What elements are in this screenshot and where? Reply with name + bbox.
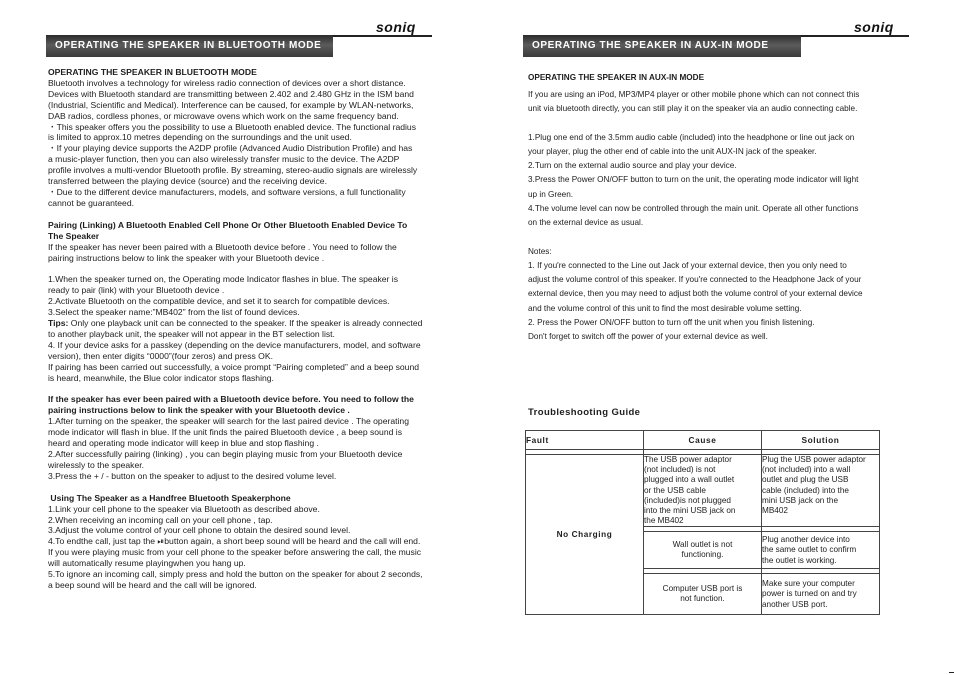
text-line: (Industrial, Scientific and Medical). Interference can be caused, for example by WLAN-networks, [48, 99, 414, 110]
cell-line: mini USB jack on the [762, 495, 838, 505]
column-header-solution: Solution [762, 431, 880, 450]
text-line: 1.After turning on the speaker, the speaker will search for the last paired device . The operating [48, 416, 409, 427]
cell-line: outlet and plug the USB [762, 475, 849, 485]
cell-line: into the mini USB jack on [644, 506, 736, 516]
text-line: is heard, meanwhile, the Blue color indicator stops flashing. [48, 372, 274, 383]
section-header-right: OPERATING THE SPEAKER IN AUX-IN MODE [523, 35, 801, 57]
cell-line: Wall outlet is not [672, 540, 733, 550]
tips-line [48, 318, 448, 329]
column-header-fault: Fault [526, 431, 644, 450]
cell-line: (not included) into a wall [762, 465, 851, 475]
text-line: 1.Plug one end of the 3.5mm audio cable (included) into the headphone or line out jack on [528, 132, 855, 142]
text-line: your player, plug the other end of cable into the unit AUX-IN jack of the speaker. [528, 146, 817, 156]
table-header-row [526, 431, 880, 450]
text-line: transferred between the playing device (source) and the receiving device. [48, 176, 327, 187]
text-line: unit via bluetooth directly, you can still play it on the speaker via an audio connecting cable. [528, 104, 858, 114]
text-line: cannot be guaranteed. [48, 197, 135, 208]
text-line: ・If your playing device supports the A2DP profile (Advanced Audio Distribution Profile) and has [48, 143, 413, 154]
cell-line: MB402 [762, 506, 788, 516]
text-line: up in Green. [528, 189, 574, 199]
cell-line: power is turned on and try [762, 589, 857, 599]
table-row [526, 455, 880, 527]
cell-line: functioning. [681, 550, 724, 560]
text-line: 3.Select the speaker name:”MB402” from the list of found devices. [48, 307, 300, 318]
text-line: a beep sound will be heard and the call will be ignored. [48, 579, 257, 590]
text-line: on the external device as usual. [528, 218, 644, 228]
cell-line: the outlet is working. [762, 555, 837, 565]
text-line: 2.Turn on the external audio source and play your device. [528, 161, 737, 171]
text-line: external device, then you may need to adjust both the volume control of your external device [528, 289, 863, 299]
text-line: 4.To endthe call, just tap the ⏯button again, a short beep sound will be heard and the call will end. [48, 536, 421, 547]
cell-line: The USB power adaptor [644, 455, 732, 464]
text-line: ・This speaker offers you the possibility to use a Bluetooth enabled device. The functional radius [48, 121, 416, 132]
text-line: heard and operating mode indicator will keep in blue and stop flashing . [48, 438, 319, 449]
text-line: a music-player function, then you can also wirelessly transfer music to the device. The A2DP [48, 154, 400, 165]
text-line: mode indicator will flash in blue. If the unit finds the paired Bluetooth device , a beep sound is [48, 427, 402, 438]
text-line: 4. If your device asks for a passkey (depending on the device manufacturers, model, and software [48, 339, 421, 350]
repair-title: If the speaker has ever been paired with a Bluetooth device before. You need to follow the [48, 394, 414, 405]
cause-cell [644, 574, 762, 615]
text-line: If you were playing music from your cell phone to the speaker before answering the call, the music [48, 547, 422, 558]
pairing-section [48, 220, 448, 384]
cause-cell [644, 532, 762, 569]
cell-line: Plug the USB power adaptor [762, 455, 866, 464]
solution-cell [762, 455, 880, 527]
text-line: version), then enter digits “0000”(four zeros) and press OK. [48, 350, 273, 361]
troubleshooting-title: Troubleshooting Guide [528, 407, 641, 418]
text-line: 3.Adjust the volume control of your cell phone to obtain the desired sound level. [48, 525, 351, 536]
aux-column [528, 73, 928, 345]
text-line: Devices with Bluetooth standard are transmitting between 2.402 and 2.480 GHz in the ISM band [48, 88, 414, 99]
cell-line: the same outlet to confirm [762, 545, 857, 555]
text-line: will automatically resume playingwhen you hang up. [48, 558, 246, 569]
solution-cell [762, 532, 880, 569]
text-line: Don't forget to switch off the power of your external device as well. [528, 332, 768, 342]
cell-line: not function. [680, 594, 725, 604]
cell-line: or the USB cable [644, 485, 706, 495]
text-line: DAB radios, cordless phones, or microwave ovens which work on the same frequency band. [48, 110, 399, 121]
repair-section [48, 394, 448, 481]
pairing-title: The Speaker [48, 230, 100, 241]
troubleshooting-table [525, 430, 880, 615]
text-line: If pairing has been carried out successfully, a voice prompt “Pairing completed” and a beep sound [48, 361, 420, 372]
text-line: is limited to approx.10 metres depending on the surroundings and the unit used. [48, 132, 352, 143]
cell-line: Plug another device into [762, 535, 850, 545]
text-line: 3.Press the + / - button on the speaker to adjust to the desired volume level. [48, 470, 337, 481]
text-line: 2.When receiving an incoming call on your cell phone , tap. [48, 514, 273, 525]
text-line: ready to pair (link) with your Bluetooth device . [48, 285, 225, 296]
cell-line: another USB port. [762, 599, 828, 609]
fault-cell: No Charging [526, 455, 644, 615]
notes-label: Notes: [528, 246, 552, 256]
bluetooth-title: OPERATING THE SPEAKER IN BLUETOOTH MODE [48, 67, 257, 77]
text-line: 2.Activate Bluetooth on the compatible device, and set it to search for compatible devices. [48, 296, 390, 307]
page-corner-mark [949, 672, 954, 673]
solution-cell [762, 574, 880, 615]
tips-label: Tips: [48, 318, 69, 329]
cell-line: cable (included) into the [762, 485, 849, 495]
text-line: to another playback unit, the speaker will not appear in the BT selection list. [48, 328, 335, 339]
column-header-cause: Cause [644, 431, 762, 450]
text-line: 1. If you're connected to the Line out Jack of your external device, then you only need to [528, 260, 847, 270]
handsfree-title: Using The Speaker as a Handfree Bluetooth Speakerphone [48, 492, 291, 503]
brand-logo-right: soniq [854, 19, 894, 35]
text-line: adjust the volume control of this speaker. If you're connected to the Headphone Jack of your [528, 275, 862, 285]
text-line: and the volume control of this unit to find the most desirable volume setting. [528, 303, 802, 313]
brand-logo-left: soniq [376, 19, 416, 35]
text-line: wirelessly to the speaker. [48, 459, 145, 470]
cell-line: Make sure your computer [762, 579, 855, 589]
handsfree-section [48, 493, 448, 591]
cell-line: the MB402 [644, 516, 684, 526]
text-line: 2. Press the Power ON/OFF button to turn off the unit when you finish listening. [528, 318, 815, 328]
tips-text: Only one playback unit can be connected to the speaker. If the speaker is already connected [68, 318, 423, 329]
cell-line: Computer USB port is [662, 584, 743, 594]
repair-title: pairing instructions below to link the speaker with your Bluetooth device . [48, 405, 350, 416]
text-line: 5.To ignore an incoming call, simply press and hold the button on the speaker for about 2 seconds, [48, 569, 423, 580]
section-header-bar-right [523, 35, 909, 57]
cell-line: plugged into a wall outlet [644, 475, 735, 485]
section-header-left: OPERATING THE SPEAKER IN BLUETOOTH MODE [46, 35, 333, 57]
cell-line: (not included) is not [644, 465, 716, 475]
cause-cell [644, 455, 762, 527]
cell-line: (included)is not plugged [644, 495, 731, 505]
text-line: If the speaker has never been paired with a Bluetooth device before . You need to follow the [48, 241, 397, 252]
text-line: profile involves a multi-vendor Bluetooth profile. By streaming, stereo-audio signals are wirelessly [48, 165, 418, 176]
text-line: pairing instructions below to link the speaker with your Bluetooth device . [48, 252, 325, 263]
section-header-bar-left [46, 35, 432, 57]
text-line: If you are using an iPod, MP3/MP4 player or other mobile phone which can not connect this [528, 89, 860, 99]
text-line: 3.Press the Power ON/OFF button to turn on the unit, the operating mode indicator will light [528, 175, 859, 185]
bluetooth-column [48, 67, 448, 591]
text-line: 4.The volume level can now be controlled through the main unit. Operate all other functions [528, 203, 859, 213]
pairing-title: Pairing (Linking) A Bluetooth Enabled Cell Phone Or Other Bluetooth Enabled Device To [48, 219, 408, 230]
text-line: 1.When the speaker turned on, the Operating mode Indicator flashes in blue. The speaker is [48, 274, 399, 285]
bluetooth-intro [48, 78, 448, 209]
text-line: 1.Link your cell phone to the speaker via Bluetooth as described above. [48, 503, 320, 514]
aux-title: OPERATING THE SPEAKER IN AUX-IN MODE [528, 73, 705, 82]
text-line: 2.After successfully pairing (linking) , you can begin playing music from your Bluetooth device [48, 449, 403, 459]
text-line: ・Due to the different device manufacturers, models, and software versions, a full functionality [48, 186, 406, 197]
text-line: Bluetooth involves a technology for wireless radio connection of devices over a short distance. [48, 77, 406, 88]
